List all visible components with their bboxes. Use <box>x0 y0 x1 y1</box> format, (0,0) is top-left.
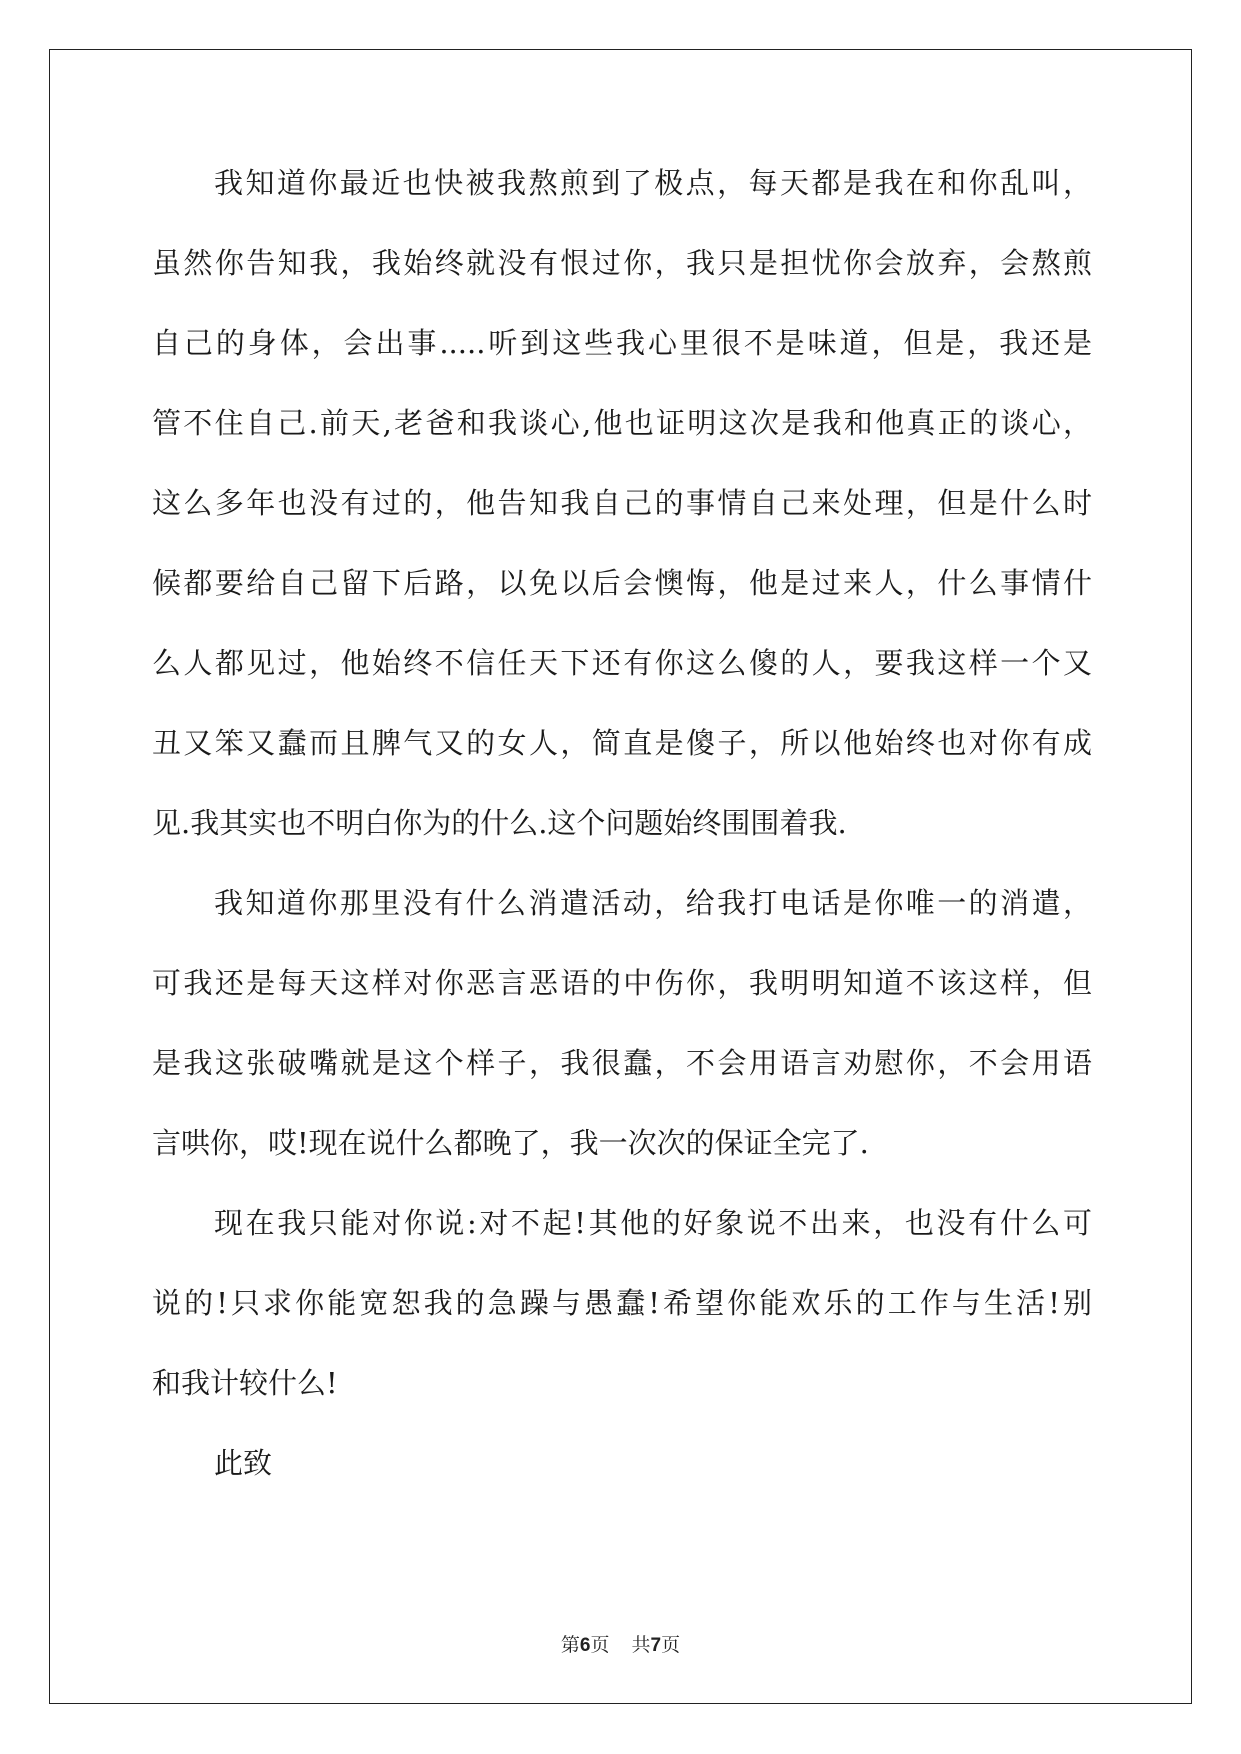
total-prefix: 共 <box>631 1634 651 1656</box>
paragraph-line: 虽然你告知我，我始终就没有恨过你，我只是担忧你会放弃，会熬煎 <box>152 246 1092 280</box>
page-footer <box>0 1630 1241 1657</box>
paragraph-line: 管不住自己.前天,老爸和我谈心,他也证明这次是我和他真正的谈心， <box>152 406 1092 440</box>
paragraph-line: 和我计较什么! <box>152 1366 338 1400</box>
paragraph-line: 自己的身体，会出事.....听到这些我心里很不是味道，但是，我还是 <box>152 326 1092 360</box>
paragraph-line: 是我这张破嘴就是这个样子，我很蠢，不会用语言劝慰你，不会用语 <box>152 1046 1092 1080</box>
page-prefix: 第 <box>560 1634 580 1656</box>
paragraph-line: 见.我其实也不明白你为的什么.这个问题始终围围着我. <box>152 806 847 840</box>
paragraph-line: 言哄你，哎!现在说什么都晚了，我一次次的保证全完了. <box>152 1126 869 1160</box>
paragraph-line: 可我还是每天这样对你恶言恶语的中伤你，我明明知道不该这样，但 <box>152 966 1092 1000</box>
paragraph-line: 我知道你最近也快被我熬煎到了极点，每天都是我在和你乱叫， <box>214 166 1092 200</box>
letter-body <box>152 165 1092 1525</box>
paragraph-line: 丑又笨又蠢而且脾气又的女人，简直是傻子，所以他始终也对你有成 <box>152 726 1092 760</box>
paragraph-line: 么人都见过，他始终不信任天下还有你这么傻的人，要我这样一个又 <box>152 646 1092 680</box>
page-suffix: 页 <box>590 1634 610 1656</box>
paragraph-line: 说的!只求你能宽恕我的急躁与愚蠢!希望你能欢乐的工作与生活!别 <box>152 1286 1092 1320</box>
page-total-number: 7 <box>650 1635 662 1656</box>
paragraph-line: 候都要给自己留下后路，以免以后会懊悔，他是过来人，什么事情什 <box>152 566 1092 600</box>
paragraph-line: 现在我只能对你说:对不起!其他的好象说不出来，也没有什么可 <box>214 1206 1092 1240</box>
paragraph-line: 这么多年也没有过的，他告知我自己的事情自己来处理，但是什么时 <box>152 486 1092 520</box>
paragraph-line: 我知道你那里没有什么消遣活动，给我打电话是你唯一的消遣， <box>214 886 1092 920</box>
closing-salutation: 此致 <box>214 1446 273 1480</box>
total-suffix: 页 <box>661 1634 681 1656</box>
page-current-number: 6 <box>579 1635 591 1656</box>
